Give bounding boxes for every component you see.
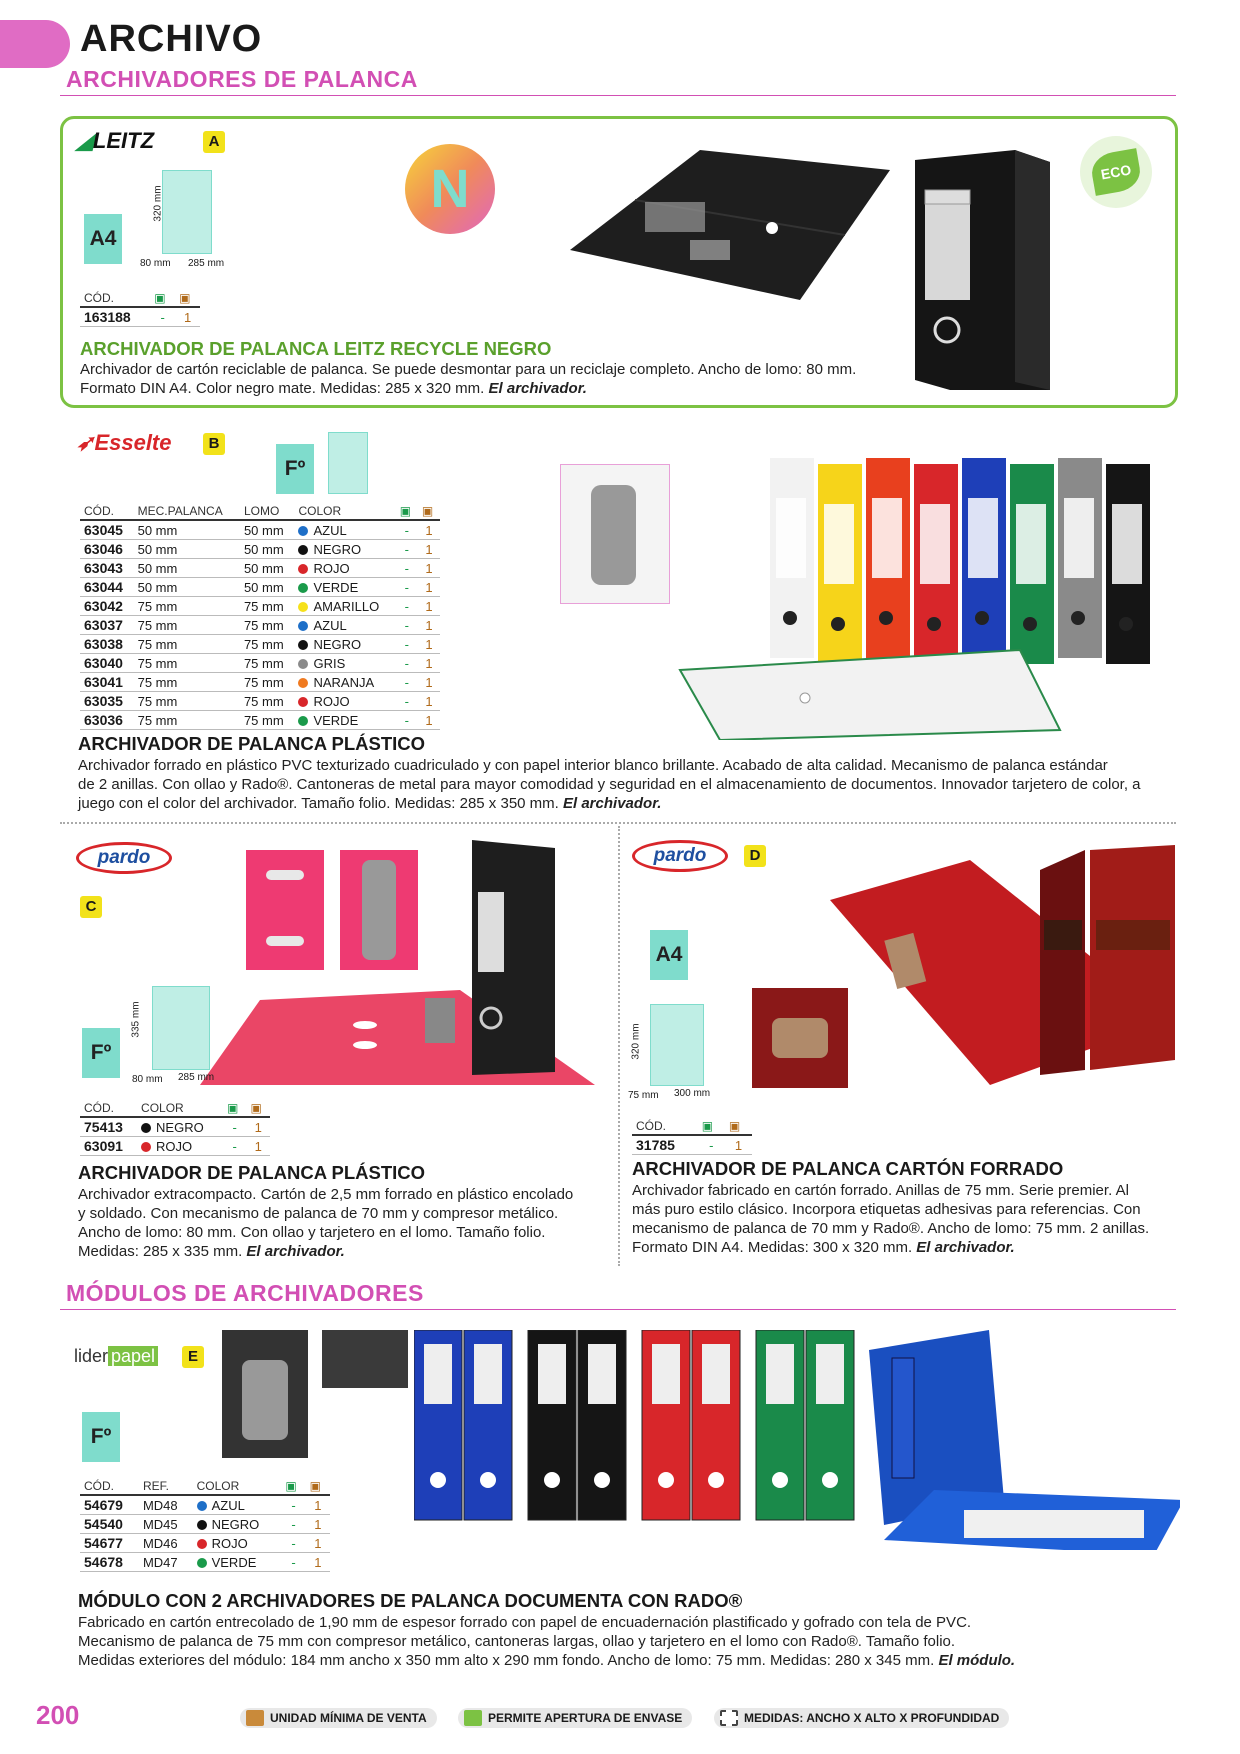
- leitz-open-binder-image: [550, 140, 890, 310]
- table-row: 54678 MD47 VERDE - 1: [80, 1553, 330, 1572]
- spine-finger-hole: [1023, 617, 1037, 631]
- table-row: 63040 75 mm 75 mm GRIS - 1: [80, 654, 440, 673]
- dim-width: 300 mm: [674, 1088, 711, 1099]
- section-title-modulos: MÓDULOS DE ARCHIVADORES: [66, 1280, 424, 1306]
- color-dot: [298, 564, 308, 574]
- badge-a: A: [203, 131, 225, 153]
- table-row: 63046 50 mm 50 mm NEGRO - 1: [80, 540, 440, 559]
- product-b-desc: Archivador forrado en plástico PVC texturizado cuadriculado y con papel interior blanco brillante. Acabado de alta calidad. Mecanismo de palanca estándar de 2 anillas. Con ollao y Rado®. Cantoneras de metal para mayor comodidad y seguridad en el almacenamiento de documentos. Innovador tarjetero de color, a juego con el color del archivador. Tamaño folio. Medidas: 285 x 350 mm. El archivador.: [78, 757, 1141, 812]
- format-folio-badge: Fº: [82, 1412, 120, 1462]
- spine-label: [1016, 504, 1046, 584]
- product-e-title: MÓDULO CON 2 ARCHIVADORES DE PALANCA DOCUMENTA CON RADO®: [78, 1590, 743, 1611]
- legend-open: PERMITE APERTURA DE ENVASE: [458, 1708, 692, 1728]
- esselte-logo: ➶Esselte: [76, 430, 172, 455]
- table-row: 31785 - 1: [632, 1135, 752, 1155]
- color-dot: [197, 1501, 207, 1511]
- spine-label: [424, 1344, 452, 1404]
- pardo-logo: pardo: [632, 840, 728, 872]
- table-row: 63035 75 mm 75 mm ROJO - 1: [80, 692, 440, 711]
- color-dot: [197, 1539, 207, 1549]
- table-row: 54677 MD46 ROJO - 1: [80, 1534, 330, 1553]
- spine-finger-hole: [831, 617, 845, 631]
- section-rule: [60, 95, 1176, 96]
- product-c-desc: Archivador extracompacto. Cartón de 2,5 mm forrado en plástico encolado y soldado. Con mecanismo de palanca de 70 mm y compresor metálico. Ancho de lomo: 80 mm. Con ollao y tarjetero en el lomo. Tamaño folio. Medidas: 285 x 335 mm. El archivador.: [78, 1186, 574, 1260]
- product-d-desc: Archivador fabricado en cartón forrado. Anillas de 75 mm. Serie premier. Al más puro estilo clásico. Incorpora etiquetas adhesivas para referencias. Con mecanismo de palanca de 70 mm y Rado®. Ancho de lomo: 75 mm. 2 anillas. Formato DIN A4. Medidas: 300 x 320 mm. El archivador.: [632, 1182, 1150, 1256]
- binder-dimension-icon: [152, 986, 210, 1070]
- color-dot: [197, 1520, 207, 1530]
- table-row: 63036 75 mm 75 mm VERDE - 1: [80, 711, 440, 730]
- spine-label: [766, 1344, 794, 1404]
- table-row: 54679 MD48 AZUL - 1: [80, 1495, 330, 1515]
- col-cod: CÓD.: [80, 290, 150, 307]
- spine-finger-hole: [594, 1472, 610, 1488]
- dim-depth: 75 mm: [628, 1090, 659, 1101]
- format-a4-badge: A4: [84, 214, 122, 264]
- product-c-title: ARCHIVADOR DE PALANCA PLÁSTICO: [78, 1162, 426, 1183]
- open-box-icon: [464, 1710, 482, 1726]
- badge-e: E: [182, 1346, 204, 1368]
- module-texture-photo: [322, 1330, 408, 1388]
- table-row: 63041 75 mm 75 mm NARANJA - 1: [80, 673, 440, 692]
- product-b-table: CÓD. MEC.PALANCA LOMO COLOR ▣ ▣ 63045 50 mm 50 mm AZUL - 1 63046 50 mm 50 mm NEGRO - 1 63043 50 mm 50 mm ROJO - 1 63044 50 mm 50 mm VERDE - 1 63042 75 mm 75 mm AMARILLO - 1 63037 75 mm 75 mm AZUL - 1 63038 75 mm 75 mm NEGRO - 1 63040 75 mm 75 mm GRIS - 1 63041 75 mm 75 mm NARANJA - 1 63035 75 mm 75 mm ROJO - 1 63036 75 mm 75 mm VERDE - 1: [80, 503, 440, 730]
- product-a-table: CÓD. ▣ ▣ 163188 - 1: [80, 290, 200, 327]
- dim-depth: 80 mm: [140, 258, 171, 269]
- table-row: 63037 75 mm 75 mm AZUL - 1: [80, 616, 440, 635]
- spine-label: [1112, 504, 1142, 584]
- table-row: 63044 50 mm 50 mm VERDE - 1: [80, 578, 440, 597]
- legend-unit: UNIDAD MÍNIMA DE VENTA: [240, 1708, 437, 1728]
- pardo-plastic-binder-image: [200, 840, 600, 1090]
- spine-label: [1064, 498, 1094, 578]
- spine-label: [588, 1344, 616, 1404]
- color-dot: [197, 1558, 207, 1568]
- pardo-logo: pardo: [76, 842, 172, 874]
- category-title: ARCHIVO: [80, 18, 263, 60]
- table-row: 75413 NEGRO - 1: [80, 1117, 270, 1137]
- product-e-desc: Fabricado en cartón entrecolado de 1,90 mm de espesor forrado con papel de encuadernación plastificado y gofrado con tela de PVC. Mecanismo de palanca de 75 mm con compresor metálico, cantoneras largas, ollao y tarjetero en el lomo con Rado®. Tamaño folio. Medidas exteriores del módulo: 184 mm ancho x 350 mm alto x 290 mm fondo. Ancho de lomo: 75 mm. Medidas: 280 x 345 mm. El módulo.: [78, 1614, 1016, 1669]
- spine-label: [474, 1344, 502, 1404]
- color-dot: [298, 545, 308, 555]
- legend-dims: MEDIDAS: ANCHO X ALTO X PROFUNDIDAD: [714, 1708, 1009, 1728]
- color-dot: [298, 716, 308, 726]
- dimensions-icon: [720, 1710, 738, 1726]
- dim-height: 335 mm: [130, 1001, 142, 1038]
- module-mechanism-photo: [222, 1330, 308, 1458]
- spine-finger-hole: [975, 611, 989, 625]
- color-dot: [298, 678, 308, 688]
- spine-finger-hole: [1071, 611, 1085, 625]
- spine-label: [538, 1344, 566, 1404]
- product-a-title: ARCHIVADOR DE PALANCA LEITZ RECYCLE NEGRO: [80, 338, 552, 359]
- table-row: 63043 50 mm 50 mm ROJO - 1: [80, 559, 440, 578]
- product-c-table: CÓD. COLOR ▣ ▣ 75413 NEGRO - 1 63091 ROJO - 1: [80, 1100, 270, 1156]
- module-binders-image: [414, 1330, 1180, 1550]
- spine-finger-hole: [544, 1472, 560, 1488]
- eco-badge: [1080, 136, 1152, 208]
- esselte-binders-image: [660, 440, 1180, 740]
- section-rule: [60, 1309, 1176, 1310]
- divider: [60, 822, 1176, 824]
- dim-width: 285 mm: [188, 258, 225, 269]
- spine-finger-hole: [1119, 617, 1133, 631]
- table-row: 63038 75 mm 75 mm NEGRO - 1: [80, 635, 440, 654]
- badge-d: D: [744, 845, 766, 867]
- dim-depth: 80 mm: [132, 1074, 163, 1085]
- spine-label: [776, 498, 806, 578]
- leitz-logo: ◢LEITZ: [76, 128, 155, 153]
- dim-height: 320 mm: [152, 185, 164, 222]
- new-badge: N: [405, 144, 495, 234]
- product-a-desc: Archivador de cartón reciclable de palanca. Se puede desmontar para un reciclaje completo. Ancho de lomo: 80 mm. Formato DIN A4. Color negro mate. Medidas: 285 x 320 mm. El archivador.: [80, 361, 857, 397]
- color-dot: [298, 583, 308, 593]
- binder-dimension-icon: [650, 1004, 704, 1086]
- format-folio-badge: Fº: [82, 1028, 120, 1078]
- spine-finger-hole: [879, 611, 893, 625]
- table-row: 163188 - 1: [80, 307, 200, 327]
- section-title-archivadores: ARCHIVADORES DE PALANCA: [66, 66, 418, 92]
- premier-binders-image: [830, 840, 1180, 1100]
- table-row: 63091 ROJO - 1: [80, 1137, 270, 1156]
- product-d-title: ARCHIVADOR DE PALANCA CARTÓN FORRADO: [632, 1158, 1064, 1179]
- color-dot: [298, 659, 308, 669]
- spine-finger-hole: [480, 1472, 496, 1488]
- format-folio-badge: Fº: [276, 444, 314, 494]
- leitz-binder-image: [905, 150, 1055, 390]
- spine-label: [920, 504, 950, 584]
- spine-label: [968, 498, 998, 578]
- table-row: 54540 MD45 NEGRO - 1: [80, 1515, 330, 1534]
- color-dot: [298, 640, 308, 650]
- product-b-title: ARCHIVADOR DE PALANCA PLÁSTICO: [78, 733, 426, 754]
- color-dot: [298, 602, 308, 612]
- spine-label: [652, 1344, 680, 1404]
- spine-label: [872, 498, 902, 578]
- spine-finger-hole: [822, 1472, 838, 1488]
- badge-c: C: [80, 896, 102, 918]
- divider: [618, 826, 620, 1266]
- badge-b: B: [203, 433, 225, 455]
- liderpapel-logo: lider papel: [74, 1346, 158, 1367]
- spine-label: [816, 1344, 844, 1404]
- spine-finger-hole: [708, 1472, 724, 1488]
- category-tab: [0, 20, 70, 68]
- spine-label: [702, 1344, 730, 1404]
- spine-finger-hole: [772, 1472, 788, 1488]
- color-dot: [298, 697, 308, 707]
- spine-finger-hole: [430, 1472, 446, 1488]
- mechanism-photo: [560, 464, 670, 604]
- product-d-table: CÓD. ▣ ▣ 31785 - 1: [632, 1118, 752, 1155]
- spine-finger-hole: [783, 611, 797, 625]
- color-dot: [298, 526, 308, 536]
- format-a4-badge: A4: [650, 930, 688, 980]
- color-dot: [298, 621, 308, 631]
- table-row: 63042 75 mm 75 mm AMARILLO - 1: [80, 597, 440, 616]
- binder-dimension-icon: [328, 432, 368, 494]
- spine-finger-hole: [927, 617, 941, 631]
- color-dot: [141, 1123, 151, 1133]
- eco-leaf-icon: ECO: [1089, 148, 1143, 196]
- spine-label: [824, 504, 854, 584]
- box-icon: [246, 1710, 264, 1726]
- spine-finger-hole: [658, 1472, 674, 1488]
- page-number: 200: [36, 1700, 80, 1730]
- table-row: 63045 50 mm 50 mm AZUL - 1: [80, 520, 440, 540]
- color-dot: [141, 1142, 151, 1152]
- dim-height: 320 mm: [630, 1023, 642, 1060]
- binder-dimension-icon: [162, 170, 212, 254]
- dim-width: 285 mm: [178, 1072, 215, 1083]
- product-e-table: CÓD. REF. COLOR ▣ ▣ 54679 MD48 AZUL - 1 54540 MD45 NEGRO - 1 54677 MD46 ROJO - 1 54678 MD47 VERDE - 1: [80, 1478, 330, 1572]
